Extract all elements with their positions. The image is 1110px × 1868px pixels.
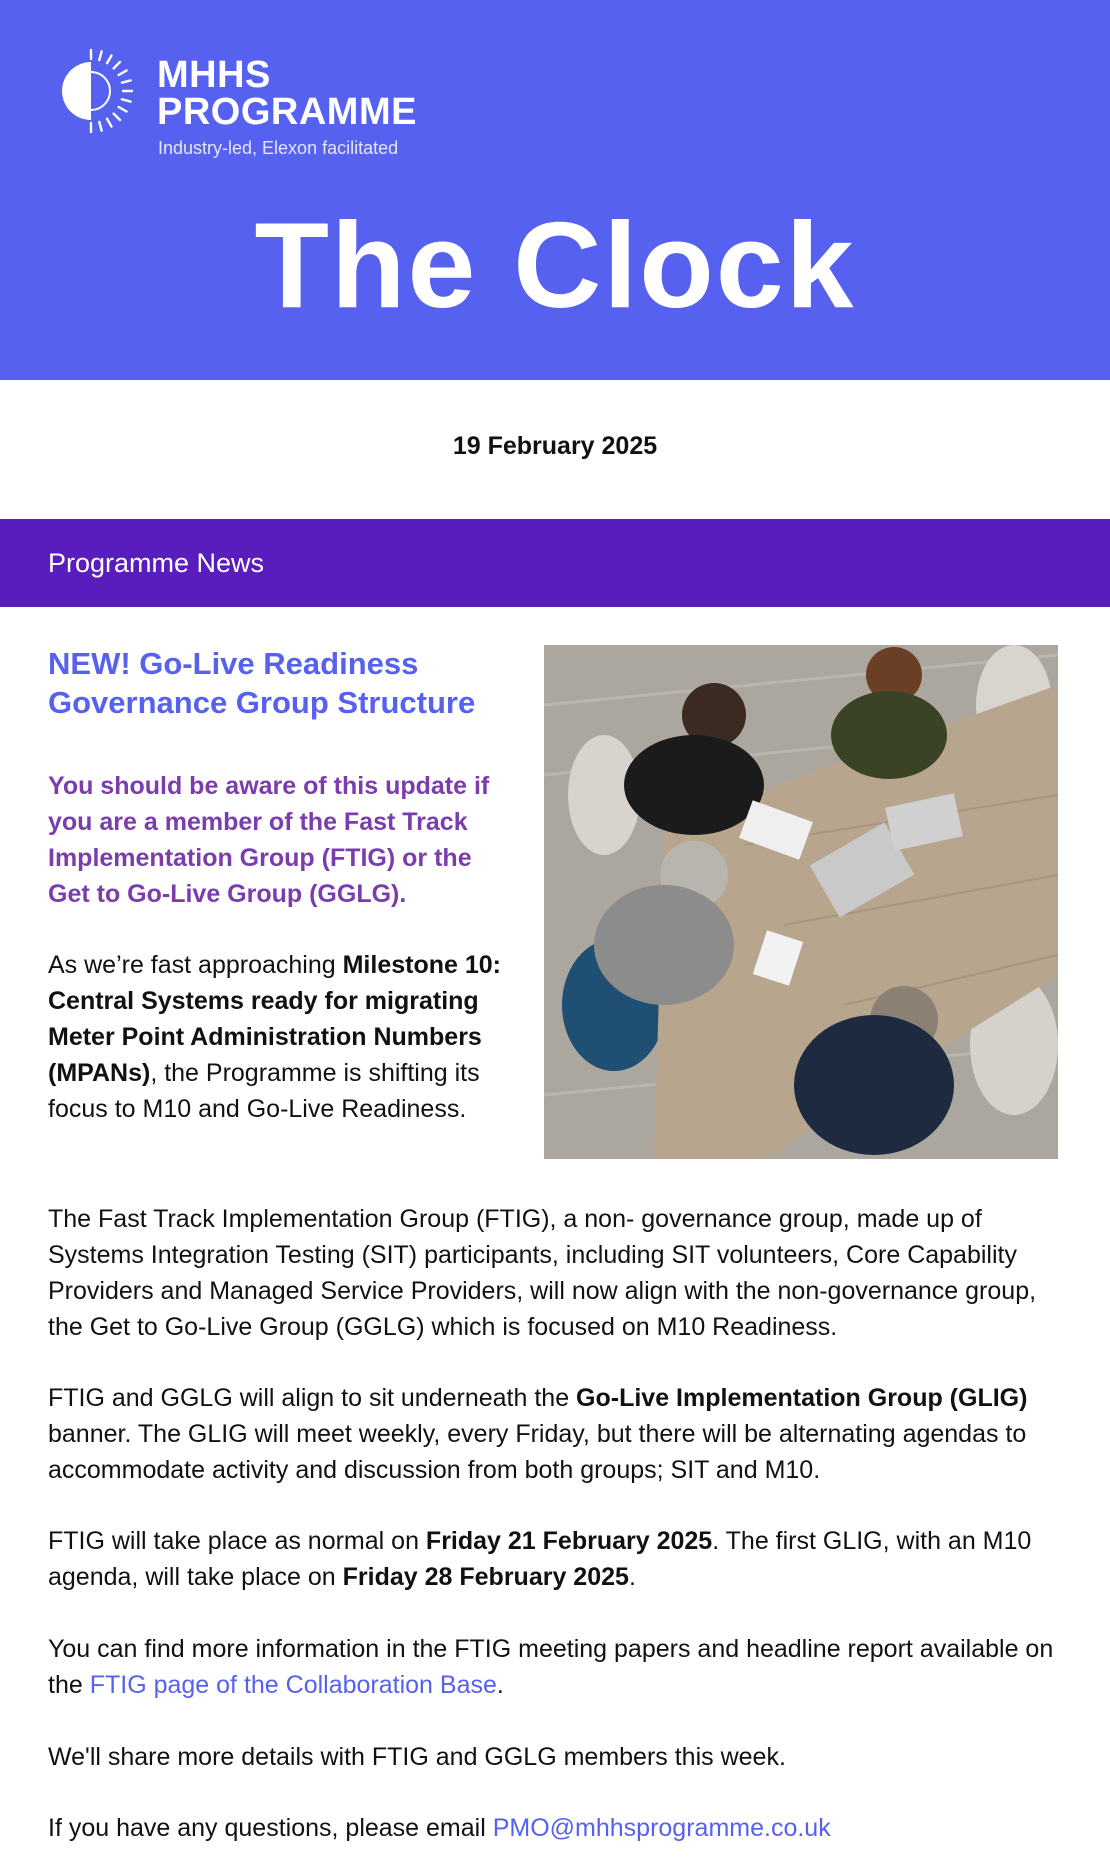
glig-emphasis: Go-Live Implementation Group (GLIG) — [576, 1384, 1028, 1412]
team-meeting-photo-icon — [544, 645, 1058, 1159]
paragraph-text: FTIG will take place as normal on — [48, 1527, 426, 1555]
article-paragraph-1 — [48, 947, 508, 1127]
brand-name-line1: MHHS — [157, 54, 271, 96]
paragraph-text: banner. The GLIG will meet weekly, every Friday, but there will be alternating agendas to accommodate activity and discussion from both groups; SIT and M10. — [48, 1420, 1027, 1484]
article-paragraph-2: The Fast Track Implementation Group (FTIG), a non- governance group, made up of Systems Integration Testing (SIT) participants, including SIT volunteers, Core Capability Providers and Managed Service Providers, will now align with the non-governance group, the Get to Go-Live Group (GGLG) which is focused on M10 Readiness. — [48, 1205, 1037, 1341]
milestone-emphasis: Milestone 10: Central Systems ready for migrating Meter Point Administration Numbers (MPANs) — [48, 951, 501, 1087]
ftig-date-emphasis: Friday 21 February 2025 — [425, 1527, 713, 1555]
sunburst-half-circle-icon — [48, 48, 134, 134]
article-headline: NEW! Go-Live Readiness Governance Group Structure — [48, 646, 476, 720]
article-paragraph-6: We'll share more details with FTIG and GGLG members this week. — [48, 1743, 786, 1771]
newsletter-title: The Clock — [254, 197, 856, 333]
paragraph-text: . — [628, 1563, 636, 1591]
paragraph-text: FTIG and GGLG will align to sit underneath the — [48, 1384, 577, 1412]
article-subhead: You should be aware of this update if you are a member of the Fast Track Implementation Group (FTIG) or the Get to Go-Live Group (GGLG). — [48, 772, 490, 908]
header-banner — [0, 0, 1110, 380]
section-title: Programme News — [48, 548, 265, 578]
paragraph-text: As we’re fast approaching — [48, 951, 343, 979]
glig-date-emphasis: Friday 28 February 2025 — [342, 1563, 629, 1591]
article-paragraph-5 — [48, 1631, 1068, 1703]
paragraph-text: If you have any questions, please email — [48, 1814, 493, 1842]
article-paragraph-7 — [48, 1810, 1068, 1846]
brand-tagline: Industry-led, Elexon facilitated — [158, 138, 399, 158]
paragraph-text: , the Programme is shifting its focus to M10 and Go-Live Readiness. — [48, 1059, 480, 1123]
brand-name-line2: PROGRAMME — [157, 91, 417, 133]
article-paragraph-3 — [48, 1380, 1068, 1488]
article-paragraph-4 — [48, 1523, 1068, 1595]
paragraph-text: . The first GLIG, with an M10 agenda, will take place on — [48, 1527, 1032, 1591]
paragraph-text: You can find more information in the FTIG meeting papers and headline report available on the — [48, 1635, 1054, 1699]
paragraph-text: . — [496, 1671, 504, 1699]
issue-date: 19 February 2025 — [452, 432, 658, 460]
ftig-collaboration-base-link[interactable]: FTIG page of the Collaboration Base — [89, 1671, 497, 1699]
pmo-email-link[interactable]: PMO@mhhsprogramme.co.uk — [492, 1814, 831, 1842]
